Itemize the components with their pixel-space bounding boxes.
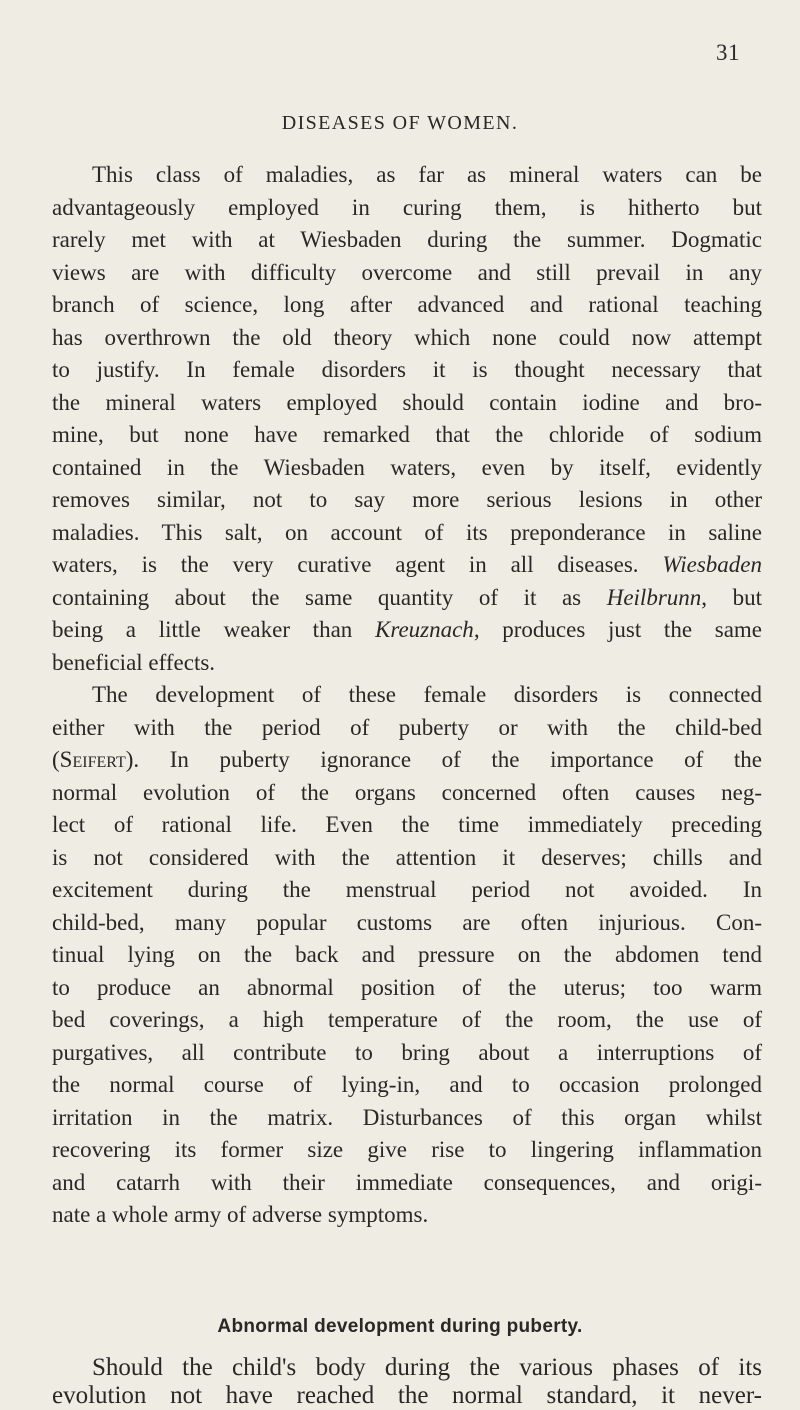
text-line: the mineral waters employed should contain iodine and bro- — [52, 389, 762, 415]
text-line: the normal course of lying-in, and to occasion prolonged — [52, 1072, 762, 1097]
text-line: branch of science, long after advanced and rational teaching — [52, 292, 762, 317]
text-line: bed coverings, a high temperature of the room, the use of — [52, 1007, 762, 1032]
text-line: tinual lying on the back and pressure on the abdomen tend — [52, 942, 762, 967]
text-line: to produce an abnormal position of the uterus; too warm — [52, 974, 762, 1000]
place-name-wiesbaden: Wiesbaden — [662, 552, 763, 577]
text-line: either with the period of puberty or with the child-bed — [52, 714, 762, 740]
text-line: recovering its former size give rise to lingering inflammation — [52, 1137, 762, 1162]
page-number: 31 — [716, 40, 740, 65]
text-line: mine, but none have remarked that the chloride of sodium — [52, 422, 762, 447]
text-line: evolution not have reached the normal standard, it never- — [52, 1382, 762, 1409]
text-line: being a little weaker than Kreuznach, produces just the same — [52, 617, 762, 642]
text-line: beneficial effects. — [52, 649, 216, 675]
text-line: This class of maladies, as far as mineral waters can be — [92, 162, 762, 187]
text-line: nate a whole army of adverse symptoms. — [52, 1202, 429, 1227]
text-line: lect of rational life. Even the time immediately preceding — [52, 812, 762, 837]
section-text — [52, 1354, 762, 1410]
text-line: purgatives, all contribute to bring about a interruptions of — [52, 1039, 762, 1065]
text-line: is not considered with the attention it deserves; chills and — [52, 844, 762, 870]
text-line: has overthrown the old theory which none could now attempt — [52, 324, 762, 350]
text-line: child-bed, many popular customs are often injurious. Con- — [52, 909, 762, 935]
place-name-kreuznach: Kreuznach — [375, 617, 474, 642]
author-name-seifert: Seifert — [59, 747, 126, 772]
text-line: contained in the Wiesbaden waters, even by itself, evidently — [52, 454, 762, 480]
running-head: DISEASES OF WOMEN. — [281, 112, 519, 134]
text-line: Should the child's body during the various phases of its — [92, 1354, 762, 1381]
text-line: normal evolution of the organs concerned often causes neg- — [52, 779, 762, 805]
text-line: rarely met with at Wiesbaden during the summer. Dogmatic — [52, 227, 762, 252]
text-line: views are with difficulty overcome and still prevail in any — [52, 259, 762, 285]
text-line: excitement during the menstrual period not avoided. In — [52, 877, 762, 902]
text-line: and catarrh with their immediate consequences, and origi- — [52, 1169, 762, 1195]
text-line: maladies. This salt, on account of its preponderance in saline — [52, 519, 762, 545]
main-text — [52, 159, 762, 1232]
text-line: waters, is the very curative agent in all diseases. Wiesbaden — [52, 552, 763, 577]
text-line: irritation in the matrix. Disturbances of this organ whilst — [52, 1104, 762, 1130]
text-line: advantageously employed in curing them, is hitherto but — [52, 194, 762, 220]
text-line: The development of these female disorders is connected — [92, 682, 762, 707]
text-line: (Seifert). In puberty ignorance of the importance of the — [52, 747, 762, 772]
text-line: containing about the same quantity of it as Heilbrunn, but — [52, 584, 763, 610]
text-line: to justify. In female disorders it is thought necessary that — [52, 357, 762, 382]
place-name-heilbrunn: Heilbrunn — [606, 584, 702, 610]
text-line: removes similar, not to say more serious lesions in other — [52, 487, 762, 512]
section-heading: Abnormal development during puberty. — [217, 1316, 583, 1337]
